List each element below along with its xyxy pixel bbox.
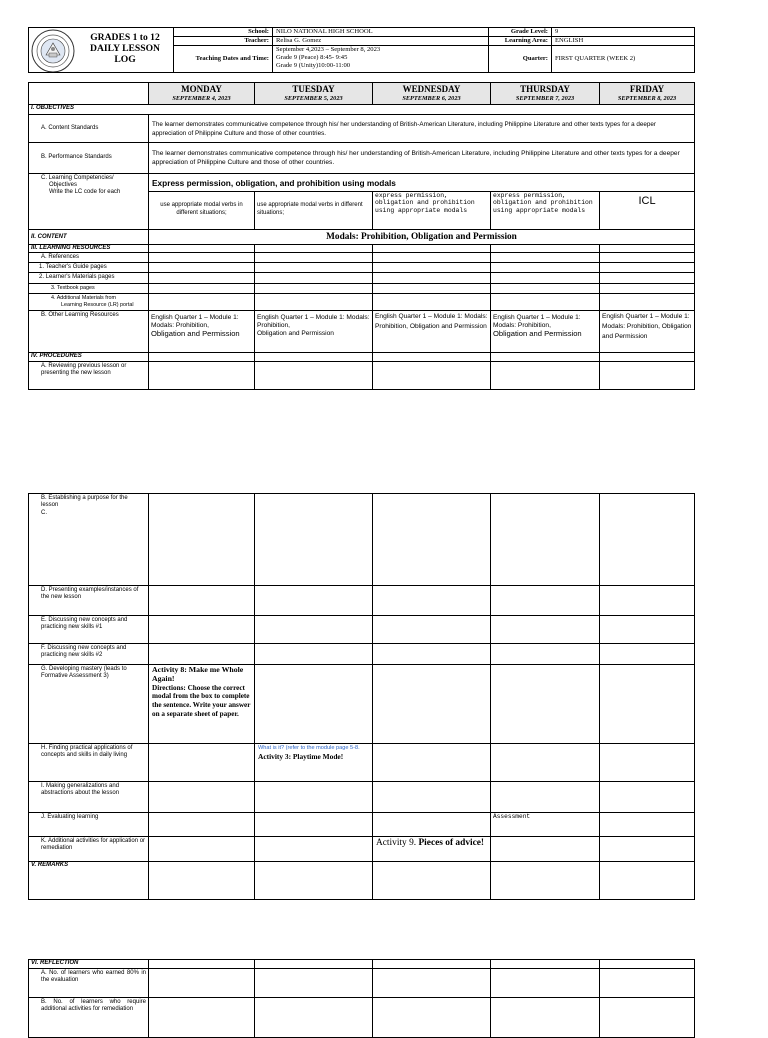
procedure-d-label: D. Presenting examples/instances of the new lesson — [29, 586, 149, 616]
procedure-i-label: I. Making generalizations and abstractions about the lesson — [29, 782, 149, 813]
performance-standards-label: B. Performance Standards — [29, 143, 149, 174]
day-name: TUESDAY — [292, 84, 335, 94]
procedure-a-label: A. Reviewing previous lesson or presenting the new lesson — [29, 362, 149, 390]
logo-title-cell — [29, 28, 174, 73]
activity-9-title: Pieces of advice! — [418, 838, 485, 848]
school-label: School: — [174, 28, 273, 37]
resources-thursday-line1: English Quarter 1 – Module 1: Modals: Prohibition, — [493, 314, 581, 330]
procedure-g-label: G. Developing mastery (leads to Formative Assessment 3) — [29, 665, 149, 744]
quarter-value: FIRST QUARTER (WEEK 2) — [552, 46, 695, 73]
practical-applications-tuesday — [255, 744, 373, 782]
objectives-section-heading: I. OBJECTIVES — [29, 105, 695, 115]
competency-main-text: Express permission, obligation, and prohibition using modals — [149, 174, 695, 192]
additional-materials-line2: Learning Resource (LR) portal — [61, 302, 134, 309]
competency-tuesday: use appropriate modal verbs in different situations; — [255, 192, 373, 230]
day-header-tuesday — [255, 83, 373, 105]
lc-label-line3: Write the LC code for each — [49, 189, 121, 196]
procedure-f-label: F. Discussing new concepts and practicing new skills #2 — [29, 644, 149, 665]
grade-level-value: 9 — [552, 28, 695, 37]
other-resources-label: B. Other Learning Resources — [29, 311, 149, 353]
learning-area-label: Learning Area: — [489, 37, 552, 46]
resources-tuesday-line1: English Quarter 1 – Module 1: Modals: Prohibition, — [257, 314, 370, 330]
procedure-b-label — [29, 494, 149, 586]
teachers-guide-label: 1. Teacher's Guide pages — [29, 263, 149, 273]
teacher-label: Teacher: — [174, 37, 273, 46]
form-title-line2: DAILY LESSON LOG — [90, 43, 160, 65]
procedure-j-label: J. Evaluating learning — [29, 813, 149, 837]
activity-8-directions: Directions: Choose the correct modal from the box to complete the sentence. Write your answer on a separate sheet of paper. — [152, 683, 251, 718]
content-standards-label: A. Content Standards — [29, 115, 149, 143]
resources-tuesday — [255, 311, 373, 353]
learning-competencies-label — [29, 174, 149, 230]
day-date: SEPTEMBER 5, 2023 — [284, 95, 343, 102]
procedures-section-heading: IV. PROCEDURES — [29, 353, 149, 362]
procedure-k-label: K. Additional activities for application or remediation — [29, 837, 149, 862]
remarks-section-heading: V. REMARKS — [29, 862, 149, 900]
lesson-log-table-2 — [28, 493, 694, 900]
procedure-e-label: E. Discussing new concepts and practicing new skills #1 — [29, 616, 149, 644]
activity-8-title: Activity 8: Make me Whole Again! — [152, 665, 244, 683]
day-name: MONDAY — [181, 84, 222, 94]
resources-monday — [149, 311, 255, 353]
content-section-heading: II. CONTENT — [29, 230, 149, 245]
reflection-b-label: B. No. of learners who require additional activities for remediation — [29, 998, 149, 1038]
learners-materials-label: 2. Learner's Materials pages — [29, 273, 149, 283]
grade-level-label: Grade Level: — [489, 28, 552, 37]
day-name: WEDNESDAY — [402, 84, 461, 94]
what-is-it-note: What is it? (refer to the module page 5-8. — [258, 745, 360, 751]
activity-3-title: Activity 3: Playtime Mode! — [258, 752, 344, 761]
references-label: A. References — [29, 253, 149, 263]
procedure-b-text: B. Establishing a purpose for the lesson — [41, 495, 128, 509]
day-header-wednesday — [373, 83, 491, 105]
resources-section-heading: III. LEARNING RESOURCES — [29, 245, 149, 253]
school-value: NILO NATIONAL HIGH SCHOOL — [273, 28, 489, 37]
lc-label-line1: C. Learning Competencies/ — [41, 175, 114, 181]
dates-line-2: Grade 9 (Peace) 8:45- 9:45 — [276, 54, 348, 61]
performance-standards-text: The learner demonstrates communicative competence through his/ her understanding of British-American Literature, including Philippine Literature and other texts types for a deeper appreciation of Philippine Culture and those of other countries. — [149, 143, 695, 174]
competency-wednesday: express permission, obligation and prohibition using appropriate modals — [373, 192, 491, 230]
teacher-value: Relisa G. Gomez — [273, 37, 489, 46]
textbook-pages-label: 3. Textbook pages — [29, 283, 149, 293]
procedure-c-text: C. — [41, 510, 47, 517]
day-name: FRIDAY — [629, 84, 665, 94]
resources-monday-line1: English Quarter 1 – Module 1: Modals: Prohibition, — [151, 314, 239, 330]
quarter-label: Quarter: — [489, 46, 552, 73]
deped-seal-icon — [31, 29, 75, 73]
dates-line-1: September 4,2023 – September 8, 2023 — [276, 46, 381, 53]
reflection-table — [28, 959, 694, 1038]
header-section — [28, 27, 694, 73]
lesson-log-table-1 — [28, 82, 694, 390]
teaching-dates-label: Teaching Dates and Time: — [174, 46, 273, 73]
day-header-thursday — [491, 83, 600, 105]
resources-thursday-line2: Obligation and Permission — [493, 329, 582, 339]
learning-area-value: ENGLISH — [552, 37, 695, 46]
teaching-dates-value — [273, 46, 489, 73]
additional-materials-label — [29, 293, 149, 310]
resources-thursday — [491, 311, 600, 353]
day-date: SEPTEMBER 6, 2023 — [402, 95, 461, 102]
day-header-friday — [600, 83, 695, 105]
competency-friday: ICL — [600, 192, 695, 230]
reflection-a-label: A. No. of learners who earned 80% in the evaluation — [29, 969, 149, 998]
day-date: SEPTEMBER 7, 2023 — [515, 95, 575, 102]
additional-activities-wednesday — [373, 837, 491, 862]
content-standards-text: The learner demonstrates communicative competence through his/ her understanding of British-American Literature, including Philippine Literature and other texts types for a deeper appreciation of Philippine Culture and those of other countries. — [149, 115, 695, 143]
corner-cell — [29, 83, 149, 105]
procedure-h-label: H. Finding practical applications of concepts and skills in daily living — [29, 744, 149, 782]
reflection-section-heading: VI. REFLECTION — [29, 960, 149, 969]
developing-mastery-monday — [149, 665, 255, 744]
resources-friday: English Quarter 1 – Module 1: Modals: Prohibition, Obligation and Permission — [600, 311, 695, 353]
additional-materials-line1: 4. Additional Materials from — [51, 294, 117, 301]
resources-monday-line2: Obligation and Permission — [151, 329, 240, 339]
content-text: Modals: Prohibition, Obligation and Permission — [149, 230, 695, 245]
day-name: THURSDAY — [520, 84, 570, 94]
day-date: SEPTEMBER 8, 2023 — [617, 95, 677, 102]
activity-9-label: Activity 9. — [376, 838, 417, 848]
resources-tuesday-line2: Obligation and Permission — [257, 330, 334, 338]
form-title-line1: GRADES 1 to 12 — [90, 32, 160, 43]
day-header-monday — [149, 83, 255, 105]
competency-thursday: express permission, obligation and prohibition using appropriate modals — [491, 192, 600, 230]
evaluating-learning-thursday: Assessment — [491, 813, 600, 837]
day-date: SEPTEMBER 4, 2023 — [172, 95, 231, 102]
resources-wednesday: English Quarter 1 – Module 1: Modals: Prohibition, Obligation and Permission — [373, 311, 491, 353]
lc-label-line2: Objectives — [49, 182, 78, 189]
competency-monday: use appropriate modal verbs in different situations; — [149, 192, 255, 230]
dates-line-3: Grade 9 (Unity)10:00-11:00 — [276, 62, 351, 69]
